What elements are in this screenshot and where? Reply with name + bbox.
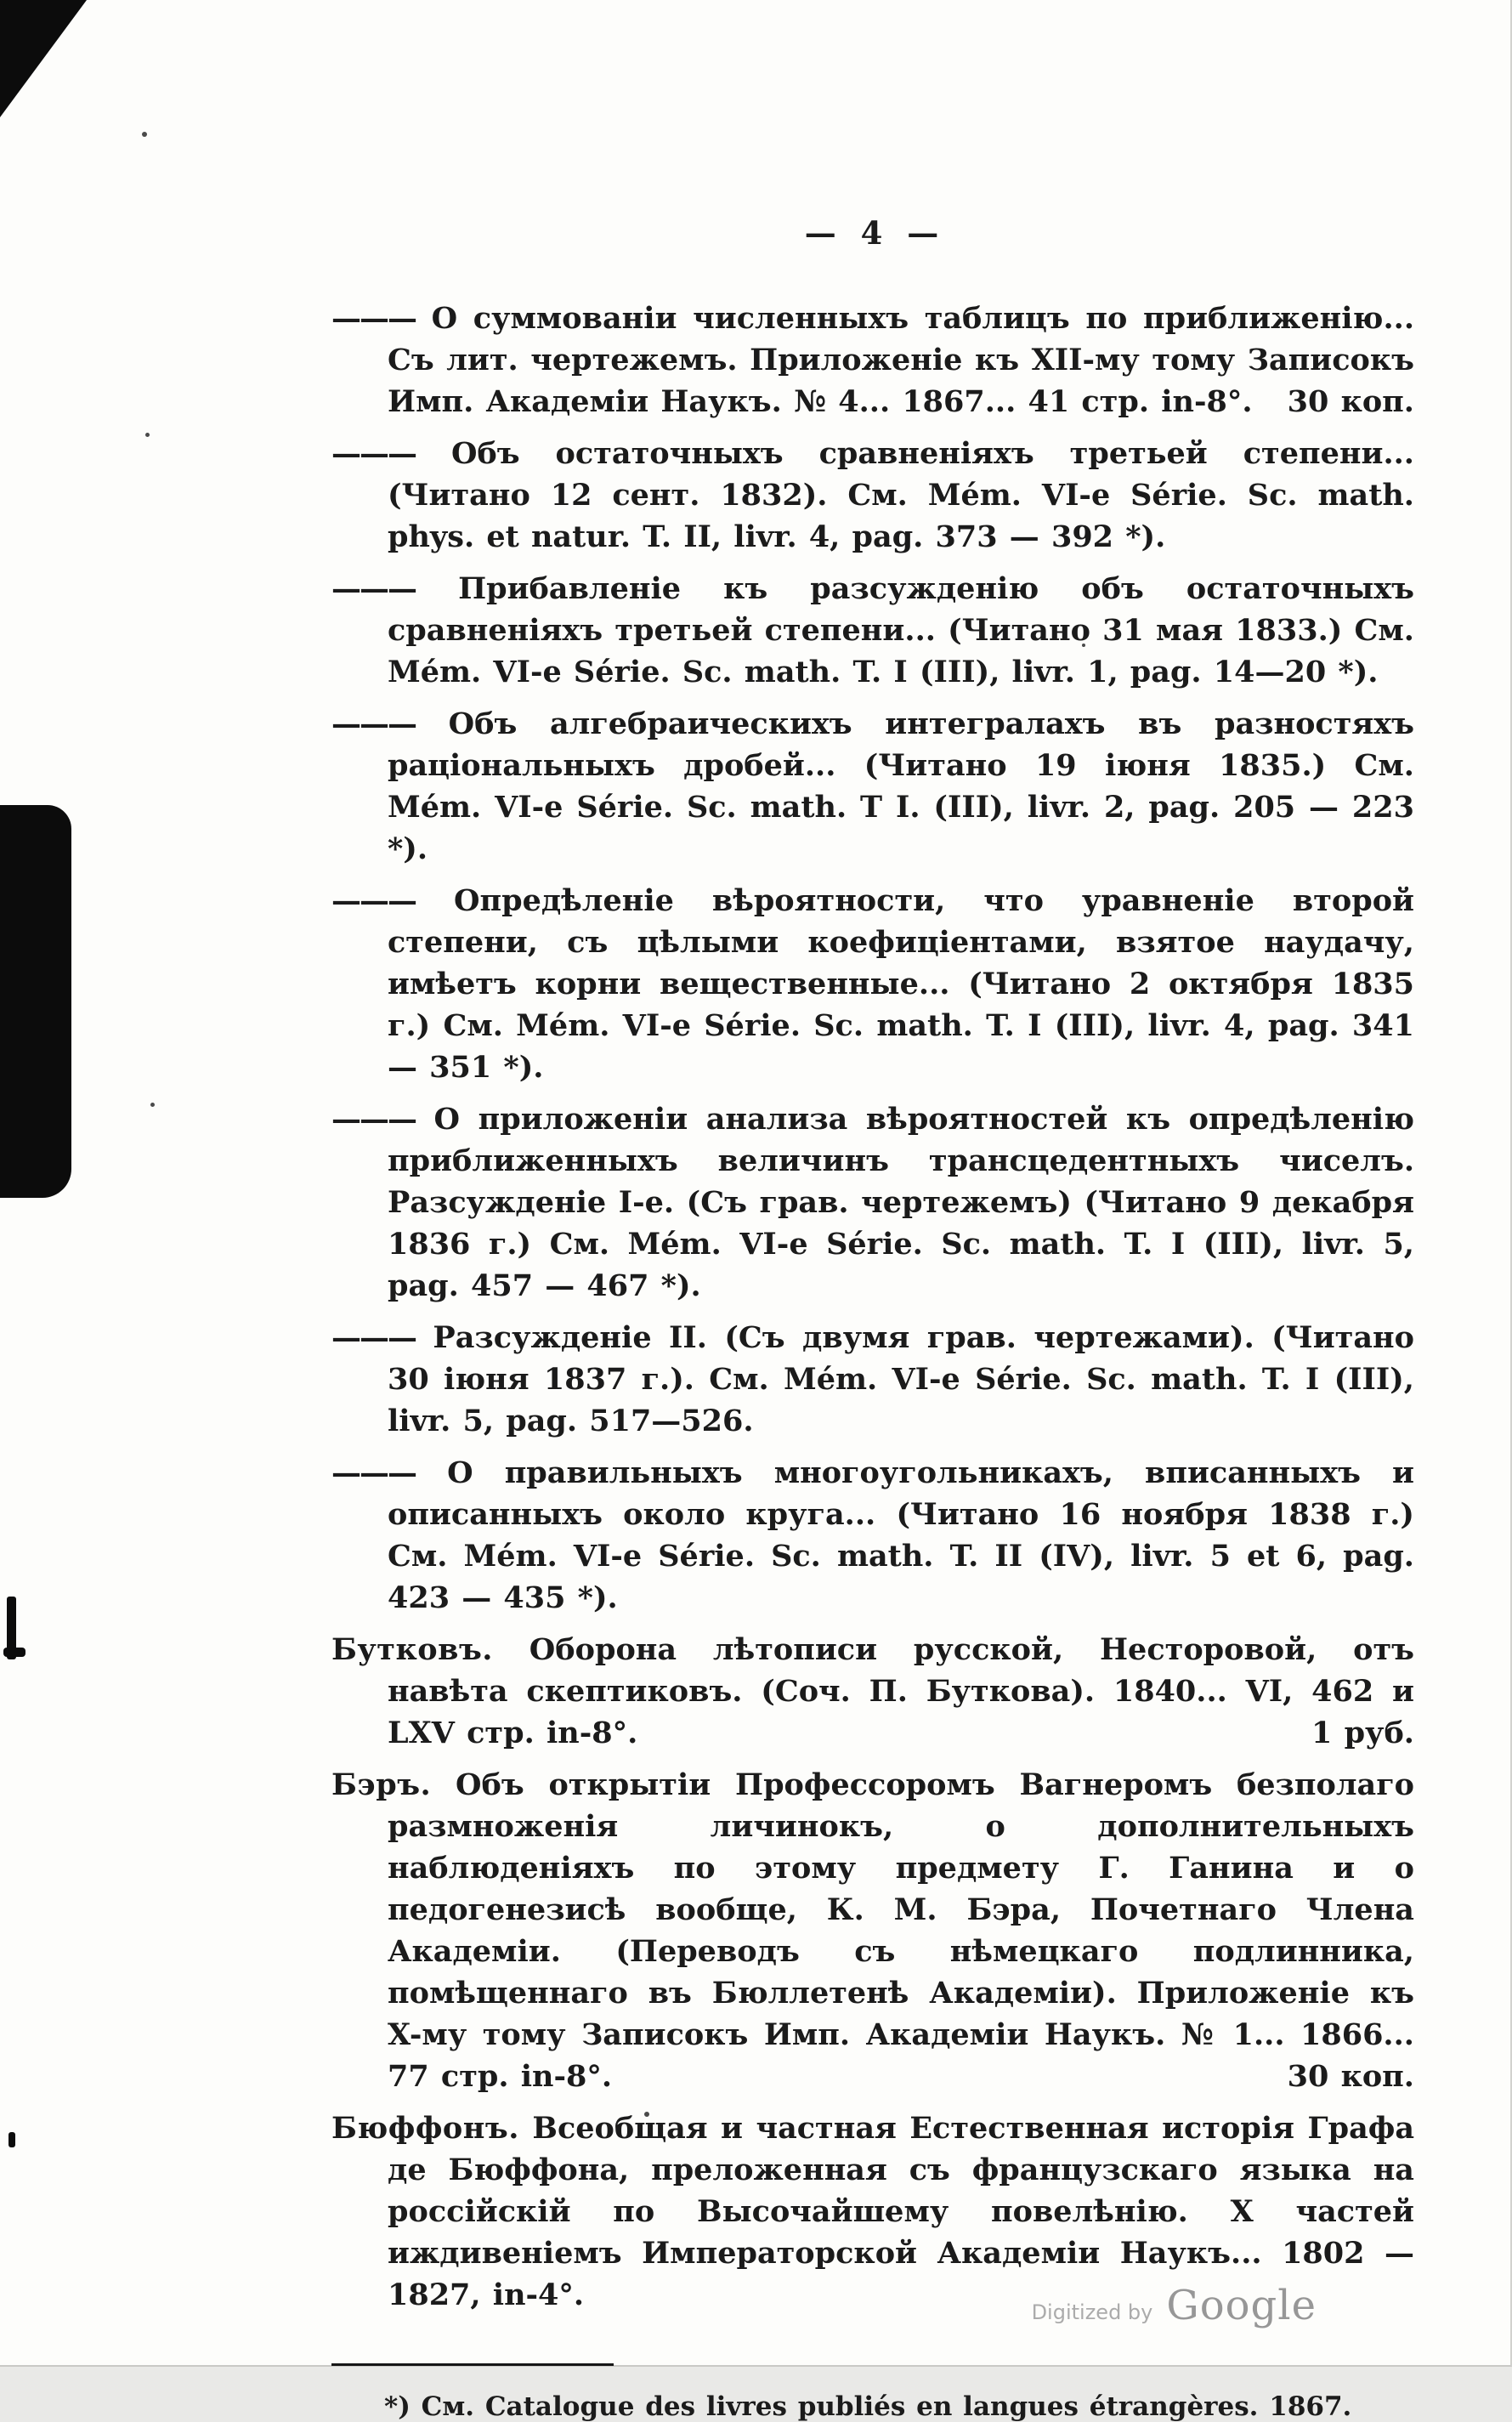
digitized-by-text: Digitized by (1031, 2300, 1153, 2324)
footnote-rule (331, 2363, 614, 2366)
scan-speck (150, 1103, 155, 1107)
entry-same-author-dash: ——— (331, 571, 416, 606)
entry-same-author-dash: ——— (331, 1102, 416, 1137)
scan-artifact-left-bar (0, 805, 71, 1198)
google-logo: Google (1166, 2282, 1317, 2329)
entry-author-name: Бюффонъ. (331, 2111, 519, 2146)
entry-same-author-dash: ——— (331, 706, 416, 741)
entry-same-author-dash: ——— (331, 301, 416, 336)
bibliography-entry: ——— Разсужденіе II. (Съ двумя грав. чертежами). (Читано 30 іюня 1837 г.). См. Mém. VI-e Série. Sc. math. T. I (III), livr. 5, pag. 517—526. (331, 1320, 1414, 1438)
text-block (331, 214, 1414, 2422)
bibliography-entry: Бэръ. Объ открытіи Профессоромъ Вагнеромъ безполаго размноженія личинокъ, о дополнительныхъ наблюденіяхъ по этому предмету Г. Ганина и о педогенезисѣ вообще, К. М. Бэра, Почетнаго Члена Академіи. (Переводъ съ нѣмецкаго подлинника, помѣщеннаго въ Бюллетенѣ Академіи). Приложеніе къ X-му тому Записокъ Имп. Академіи Наукъ. № 1... 1866... 77 стр. in-8°. 30 коп. (331, 1764, 1414, 2097)
entry-author-name: Бэръ. (331, 1767, 432, 1802)
bibliography-entry: Бутковъ. Оборона лѣтописи русской, Несторовой, отъ навѣта скептиковъ. (Соч. П. Буткова). 1840... VI, 462 и LXV стр. in-8°. 1 руб. (331, 1629, 1414, 1754)
scan-speck (145, 433, 150, 437)
bibliography-entry: ——— О суммованіи численныхъ таблицъ по приближенію... Съ лит. чертежемъ. Приложеніе къ XII-му тому Записокъ Имп. Академіи Наукъ. № 4... 1867... 41 стр. in-8°. 30 коп. (331, 298, 1414, 423)
entry-author-name: Бутковъ. (331, 1632, 493, 1667)
entry-price: 30 коп. (1287, 2059, 1414, 2094)
scan-artifact-left-dot (8, 2132, 15, 2147)
entry-price: 1 руб. (1311, 1716, 1414, 1750)
bibliography-entry: Бюффонъ. Всеобщая и частная Естественная исторія Графа де Бюффона, преложенная съ французскаго языка на россійскій по Высочайшему повелѣнію. X частей иждивеніемъ Императорской Академіи Наукъ... 1802 — 1827, in-4°. (331, 2111, 1414, 2312)
scan-artifact-left-stroke-foot (3, 1648, 25, 1657)
google-watermark (1032, 2282, 1317, 2329)
bibliography-entry: ——— Объ алгебраическихъ интегралахъ въ разностяхъ раціональныхъ дробей... (Читано 19 іюня 1835.) См. Mém. VI-e Série. Sc. math. T I. (III), livr. 2, pag. 205 — 223 *). (331, 706, 1414, 866)
entry-same-author-dash: ——— (331, 883, 416, 918)
page-number: — 4 — (804, 214, 942, 252)
bibliography-entry: ——— Прибавленіе къ разсужденію объ остаточныхъ сравненіяхъ третьей степени... (Читано 31 мая 1833.) См. Mém. VI-e Série. Sc. math. T. I (III), livr. 1, pag. 14—20 *). (331, 571, 1414, 689)
entry-same-author-dash: ——— (331, 1320, 416, 1355)
scan-speck (142, 132, 147, 137)
bibliography-entry: ——— О правильныхъ многоугольникахъ, вписанныхъ и описанныхъ около круга... (Читано 16 ноября 1838 г.) См. Mém. VI-e Série. Sc. math. T. II (IV), livr. 5 et 6, pag. 423 — 435 *). (331, 1455, 1414, 1615)
bibliography-entry: ——— Опредѣленіе вѣроятности, что уравненіе второй степени, съ цѣлыми коефиціентами, взятое наудачу, имѣетъ корни вещественные... (Читано 2 октября 1835 г.) См. Mém. VI-e Série. Sc. math. T. I (III), livr. 4, pag. 341 — 351 *). (331, 883, 1414, 1085)
scan-artifact-corner-triangle (0, 0, 87, 117)
bibliography-entry: ——— Объ остаточныхъ сравненіяхъ третьей степени... (Читано 12 сент. 1832). См. Mém. VI-e Série. Sc. math. phys. et natur. T. II, livr. 4, pag. 373 — 392 *). (331, 436, 1414, 554)
bibliography-list (331, 298, 1414, 2316)
footnote: *) См. Catalogue des livres publiés en langues étrangères. 1867. (384, 2391, 1352, 2422)
entry-price: 30 коп. (1287, 384, 1414, 419)
entry-same-author-dash: ——— (331, 436, 416, 471)
entry-same-author-dash: ——— (331, 1455, 416, 1490)
bibliography-entry: ——— О приложеніи анализа вѣроятностей къ опредѣленію приближенныхъ величинъ трансцедентныхъ чиселъ. Разсужденіе I-е. (Съ грав. чертежемъ) (Читано 9 декабря 1836 г.) См. Mém. VI-e Série. Sc. math. T. I (III), livr. 5, pag. 457 — 467 *). (331, 1102, 1414, 1303)
